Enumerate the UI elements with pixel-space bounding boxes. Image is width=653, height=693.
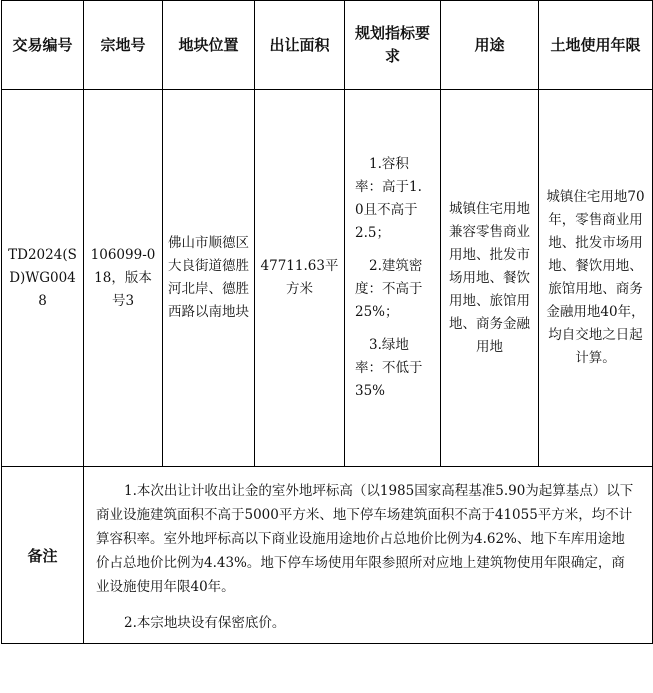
planning-item-green: 3.绿地率：不低于35% [355, 337, 423, 399]
header-row [2, 1, 653, 90]
land-parcel-table [1, 0, 653, 644]
table-row [2, 90, 653, 467]
header-parcel-no: 宗地号 [84, 1, 163, 90]
header-trade-no: 交易编号 [2, 1, 84, 90]
cell-planning [345, 90, 441, 467]
header-area: 出让面积 [255, 1, 345, 90]
cell-area: 47711.63平方米 [255, 90, 345, 467]
cell-term: 城镇住宅用地70年，零售商业用地、批发市场用地、餐饮用地、旅馆用地、商务金融用地40年，均自交地之日起计算。 [539, 90, 653, 467]
cell-trade-no: TD2024(SD)WG0048 [2, 90, 84, 467]
remarks-content [84, 467, 653, 644]
cell-parcel-no: 106099-018，版本号3 [84, 90, 163, 467]
remarks-row [2, 467, 653, 644]
cell-location: 佛山市顺德区大良街道德胜河北岸、德胜西路以南地块 [163, 90, 255, 467]
header-location: 地块位置 [163, 1, 255, 90]
header-use: 用途 [441, 1, 539, 90]
cell-use: 城镇住宅用地兼容零售商业用地、批发市场用地、餐饮用地、旅馆用地、商务金融用地 [441, 90, 539, 467]
planning-item-density: 2.建筑密度：不高于25%； [355, 258, 423, 320]
planning-item-far: 1.容积率：高于1.0且不高于2.5； [355, 156, 422, 241]
header-planning: 规划指标要求 [345, 1, 441, 90]
remark-2: 2.本宗地块设有保密底价。 [124, 615, 286, 631]
header-term: 土地使用年限 [539, 1, 653, 90]
remarks-label: 备注 [2, 467, 84, 644]
remark-1: 1.本次出让计收出让金的室外地坪标高（以1985国家高程基准5.90为起算基点）以下商业设施建筑面积不高于5000平方米、地下停车场建筑面积不高于41055平方米，均不计算容积率。室外地坪标高以下商业设施用途地价占总地价比例为4.62%、地下车库用途地价占总地价比例为4.43%。地下停车场使用年限参照所对应地上建筑物使用年限确定，商业设施使用年限40年。 [96, 483, 634, 595]
